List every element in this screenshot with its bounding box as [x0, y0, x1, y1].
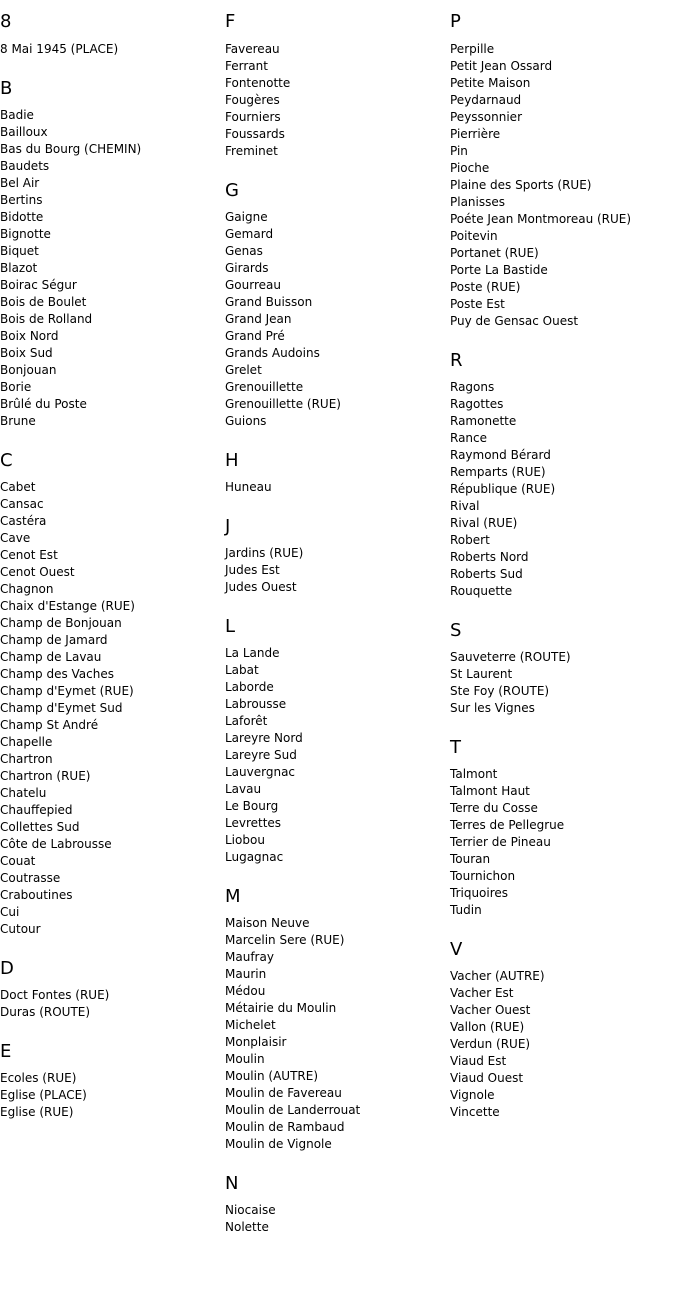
street-name: Moulin (AUTRE) — [225, 1069, 318, 1083]
street-name: Ecoles (RUE) — [0, 1071, 77, 1085]
letter-section — [0, 449, 225, 938]
street-name: Girards — [225, 261, 269, 275]
street-name: Rance — [450, 431, 488, 445]
street-name: Bas du Bourg (CHEMIN) — [0, 142, 142, 156]
letter-section — [225, 10, 450, 160]
street-name: Pierrière — [450, 127, 501, 141]
street-name: Brune — [0, 414, 36, 428]
street-name: Gourreau — [225, 278, 281, 292]
street-name: Borie — [0, 380, 32, 394]
letter-section — [225, 885, 450, 1153]
street-name: Ste Foy (ROUTE) — [450, 684, 550, 698]
section-letter-heading: S — [450, 620, 462, 641]
street-name: Robert — [450, 533, 490, 547]
street-name: Vacher Ouest — [450, 1003, 531, 1017]
street-name: Liobou — [225, 833, 265, 847]
street-name: Verdun (RUE) — [450, 1037, 531, 1051]
section-letter-heading: B — [0, 78, 13, 99]
letter-section — [225, 179, 450, 430]
street-name: Viaud Ouest — [450, 1071, 524, 1085]
street-name: Foussards — [225, 127, 285, 141]
street-name: Labrousse — [225, 697, 287, 711]
street-name: Badie — [0, 108, 34, 122]
street-name: Médou — [225, 984, 266, 998]
street-name: La Lande — [225, 646, 280, 660]
street-list — [225, 915, 450, 1153]
section-letter-heading: L — [225, 616, 236, 637]
street-name: Freminet — [225, 144, 278, 158]
street-name: Judes Ouest — [225, 580, 297, 594]
street-name: Pin — [450, 144, 468, 158]
street-name: Vacher (AUTRE) — [450, 969, 545, 983]
street-name: Bonjouan — [0, 363, 57, 377]
letter-section — [225, 515, 450, 596]
street-name: Portanet (RUE) — [450, 246, 539, 260]
street-name: Tudin — [450, 903, 482, 917]
street-name: Raymond Bérard — [450, 448, 551, 462]
street-name: Baudets — [0, 159, 50, 173]
street-name: Brûlé du Poste — [0, 397, 87, 411]
street-name: Grands Audoins — [225, 346, 320, 360]
street-name: Perpille — [450, 42, 495, 56]
street-name: Pioche — [450, 161, 490, 175]
street-name: Vignole — [450, 1088, 495, 1102]
section-letter-heading: D — [0, 958, 14, 979]
letter-section — [225, 449, 450, 496]
street-name: Champ de Jamard — [0, 633, 108, 647]
street-name: Chartron (RUE) — [0, 769, 91, 783]
street-name: Maufray — [225, 950, 274, 964]
section-letter-heading: F — [225, 11, 236, 32]
street-name: Petit Jean Ossard — [450, 59, 553, 73]
street-name: Monplaisir — [225, 1035, 287, 1049]
street-list — [225, 1202, 450, 1236]
street-name: Terre du Cosse — [450, 801, 538, 815]
section-letter-heading: N — [225, 1173, 239, 1194]
street-name: Moulin de Landerrouat — [225, 1103, 361, 1117]
street-name: Rival — [450, 499, 480, 513]
street-name: Bailloux — [0, 125, 48, 139]
street-list — [0, 107, 225, 430]
street-name: Poste (RUE) — [450, 280, 521, 294]
street-name: Ramonette — [450, 414, 517, 428]
street-name: Gaigne — [225, 210, 268, 224]
street-name: Bois de Boulet — [0, 295, 87, 309]
street-name: Roberts Nord — [450, 550, 529, 564]
street-name: Couat — [0, 854, 36, 868]
street-name: Champ des Vaches — [0, 667, 114, 681]
street-name: Ragons — [450, 380, 495, 394]
street-name: Chaix d'Estange (RUE) — [0, 599, 135, 613]
street-name: Duras (ROUTE) — [0, 1005, 91, 1019]
letter-section — [450, 349, 675, 600]
letter-section — [0, 957, 225, 1021]
street-name: Laforêt — [225, 714, 268, 728]
street-name: Favereau — [225, 42, 280, 56]
street-name: Genas — [225, 244, 263, 258]
street-name: Laborde — [225, 680, 274, 694]
street-name: Tournichon — [450, 869, 516, 883]
street-name: Boix Nord — [0, 329, 59, 343]
street-name: Vallon (RUE) — [450, 1020, 525, 1034]
street-name: Planisses — [450, 195, 506, 209]
street-name: Poitevin — [450, 229, 498, 243]
street-name: Talmont — [450, 767, 498, 781]
street-list — [225, 41, 450, 160]
street-name: Castéra — [0, 514, 47, 528]
street-name: Le Bourg — [225, 799, 279, 813]
street-name: Lauvergnac — [225, 765, 296, 779]
street-name: Lareyre Nord — [225, 731, 303, 745]
section-letter-heading: J — [225, 516, 231, 537]
letter-section — [450, 10, 675, 330]
street-name: Cutour — [0, 922, 41, 936]
street-name: Fourniers — [225, 110, 281, 124]
street-name: Judes Est — [225, 563, 280, 577]
street-name: Boix Sud — [0, 346, 53, 360]
street-name: Gemard — [225, 227, 274, 241]
street-name: Grenouillette — [225, 380, 304, 394]
street-name: Doct Fontes (RUE) — [0, 988, 110, 1002]
street-name: Maison Neuve — [225, 916, 310, 930]
street-name: Poste Est — [450, 297, 505, 311]
street-list — [450, 379, 675, 600]
street-name: Champ de Bonjouan — [0, 616, 122, 630]
street-name: Grenouillette (RUE) — [225, 397, 341, 411]
street-name: Moulin de Vignole — [225, 1137, 332, 1151]
street-name: Vincette — [450, 1105, 500, 1119]
street-name: St Laurent — [450, 667, 513, 681]
street-name: Cui — [0, 905, 20, 919]
section-letter-heading: T — [450, 737, 461, 758]
street-name: Poéte Jean Montmoreau (RUE) — [450, 212, 632, 226]
letter-section — [450, 938, 675, 1121]
street-name: Moulin — [225, 1052, 265, 1066]
street-name: Fougères — [225, 93, 280, 107]
street-name: Moulin de Favereau — [225, 1086, 342, 1100]
street-name: Plaine des Sports (RUE) — [450, 178, 592, 192]
street-name: Bel Air — [0, 176, 40, 190]
street-list — [225, 209, 450, 430]
street-name: Viaud Est — [450, 1054, 507, 1068]
street-name: Cabet — [0, 480, 36, 494]
street-name: Côte de Labrousse — [0, 837, 112, 851]
street-name: Grand Buisson — [225, 295, 313, 309]
street-name: Métairie du Moulin — [225, 1001, 337, 1015]
section-letter-heading: G — [225, 180, 239, 201]
street-name: Blazot — [0, 261, 38, 275]
section-letter-heading: R — [450, 350, 463, 371]
street-name: Eglise (RUE) — [0, 1105, 74, 1119]
street-name: Chatelu — [0, 786, 47, 800]
street-name: Champ d'Eymet (RUE) — [0, 684, 134, 698]
street-name: Terrier de Pineau — [450, 835, 551, 849]
letter-section — [0, 1040, 225, 1121]
section-letter-heading: P — [450, 11, 461, 32]
street-name: Cenot Ouest — [0, 565, 75, 579]
street-name: Ragottes — [450, 397, 504, 411]
street-name: Chagnon — [0, 582, 54, 596]
section-letter-heading: V — [450, 939, 463, 960]
street-name: Biquet — [0, 244, 39, 258]
street-name: Touran — [450, 852, 491, 866]
street-list — [0, 1070, 225, 1121]
street-name: Cansac — [0, 497, 44, 511]
street-name: Champ de Lavau — [0, 650, 102, 664]
street-list — [450, 649, 675, 717]
street-name: Bertins — [0, 193, 43, 207]
street-index-column-2 — [225, 0, 450, 1236]
street-name: Lavau — [225, 782, 262, 796]
street-index-column-3 — [450, 0, 675, 1121]
street-list — [450, 766, 675, 919]
street-name: Porte La Bastide — [450, 263, 548, 277]
street-name: Talmont Haut — [450, 784, 530, 798]
street-name: Remparts (RUE) — [450, 465, 546, 479]
street-name: Boirac Ségur — [0, 278, 77, 292]
street-name: Chauffepied — [0, 803, 73, 817]
section-letter-heading: H — [225, 450, 239, 471]
street-name: Bidotte — [0, 210, 44, 224]
letter-section — [225, 1172, 450, 1236]
street-name: Niocaise — [225, 1203, 276, 1217]
section-letter-heading: E — [0, 1041, 12, 1062]
street-name: Moulin de Rambaud — [225, 1120, 345, 1134]
street-name: Fontenotte — [225, 76, 291, 90]
street-name: Peyssonnier — [450, 110, 522, 124]
street-name: Guions — [225, 414, 267, 428]
street-name: Bois de Rolland — [0, 312, 93, 326]
street-list — [0, 479, 225, 938]
street-name: 8 Mai 1945 (PLACE) — [0, 42, 119, 56]
street-list — [225, 545, 450, 596]
street-list — [0, 987, 225, 1021]
street-list — [450, 41, 675, 330]
street-index-column-1 — [0, 0, 225, 1121]
street-name: Sur les Vignes — [450, 701, 535, 715]
street-name: Grand Jean — [225, 312, 292, 326]
street-name: Grelet — [225, 363, 262, 377]
street-name: Maurin — [225, 967, 267, 981]
street-name: Rival (RUE) — [450, 516, 518, 530]
street-name: Craboutines — [0, 888, 73, 902]
street-name: Nolette — [225, 1220, 269, 1234]
street-name: Ferrant — [225, 59, 268, 73]
street-name: Champ St André — [0, 718, 99, 732]
street-name: Rouquette — [450, 584, 513, 598]
street-list — [450, 968, 675, 1121]
street-name: Michelet — [225, 1018, 276, 1032]
street-name: Cave — [0, 531, 31, 545]
street-list — [225, 479, 450, 496]
street-name: Labat — [225, 663, 259, 677]
street-name: Champ d'Eymet Sud — [0, 701, 123, 715]
street-name: Petite Maison — [450, 76, 531, 90]
street-name: Marcelin Sere (RUE) — [225, 933, 345, 947]
street-name: Coutrasse — [0, 871, 61, 885]
street-name: Collettes Sud — [0, 820, 80, 834]
letter-section — [0, 77, 225, 430]
street-name: Roberts Sud — [450, 567, 523, 581]
street-name: Peydarnaud — [450, 93, 522, 107]
street-name: Levrettes — [225, 816, 282, 830]
street-name: Jardins (RUE) — [225, 546, 304, 560]
letter-section — [225, 615, 450, 866]
letter-section — [450, 619, 675, 717]
street-name: Chapelle — [0, 735, 53, 749]
street-name: Chartron — [0, 752, 53, 766]
street-name: Grand Pré — [225, 329, 285, 343]
section-letter-heading: 8 — [0, 11, 12, 32]
street-name: Eglise (PLACE) — [0, 1088, 87, 1102]
street-name: Triquoires — [450, 886, 509, 900]
street-name: Sauveterre (ROUTE) — [450, 650, 571, 664]
street-name: Puy de Gensac Ouest — [450, 314, 579, 328]
section-letter-heading: M — [225, 886, 241, 907]
street-name: Bignotte — [0, 227, 51, 241]
street-name: Lareyre Sud — [225, 748, 297, 762]
street-list — [225, 645, 450, 866]
letter-section — [0, 10, 225, 58]
street-list — [0, 41, 225, 58]
street-name: Huneau — [225, 480, 272, 494]
letter-section — [450, 736, 675, 919]
street-name: Terres de Pellegrue — [450, 818, 565, 832]
section-letter-heading: C — [0, 450, 13, 471]
street-name: Lugagnac — [225, 850, 284, 864]
street-name: Vacher Est — [450, 986, 514, 1000]
street-name: Cenot Est — [0, 548, 58, 562]
street-name: République (RUE) — [450, 482, 556, 496]
